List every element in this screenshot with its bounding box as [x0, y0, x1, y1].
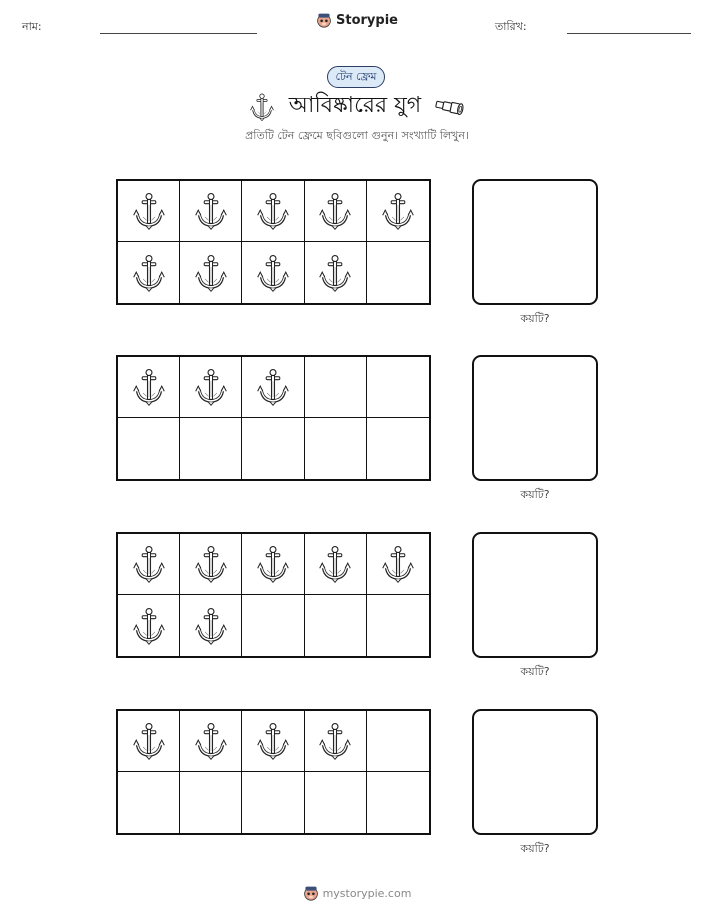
title-row — [0, 88, 714, 125]
ten-frame-cell — [118, 242, 180, 303]
anchor-icon — [194, 722, 228, 760]
ten-frame — [116, 179, 431, 305]
ten-frame-cell — [367, 181, 429, 242]
anchor-icon — [194, 192, 228, 230]
anchor-icon — [318, 722, 352, 760]
ten-frame-cell — [118, 711, 180, 772]
storypie-mascot-icon — [316, 12, 332, 28]
anchor-icon — [256, 254, 290, 292]
ten-frame-cell — [305, 357, 367, 418]
ten-frame-cell — [305, 595, 367, 656]
date-label: তারিখ: — [495, 20, 527, 33]
anchor-icon — [381, 545, 415, 583]
name-line[interactable] — [100, 33, 257, 34]
ten-frame-cell — [118, 357, 180, 418]
ten-frame-cell — [242, 711, 304, 772]
ten-frame-cell — [242, 595, 304, 656]
ten-frame-cell — [367, 357, 429, 418]
anchor-icon — [318, 192, 352, 230]
ten-frame-cell — [118, 595, 180, 656]
anchor-icon — [132, 254, 166, 292]
ten-frame-cell — [305, 242, 367, 303]
how-many-label: কয়টি? — [520, 488, 550, 501]
ten-frame-cell — [305, 181, 367, 242]
topic-badge: টেন ফ্রেম — [327, 66, 385, 88]
answer-box[interactable] — [472, 355, 598, 481]
ten-frame-cell — [305, 772, 367, 833]
anchor-icon — [318, 254, 352, 292]
ten-frame-cell — [180, 772, 242, 833]
how-many-label: কয়টি? — [520, 842, 550, 855]
ten-frame-cell — [180, 711, 242, 772]
ten-frame-cell — [242, 772, 304, 833]
anchor-icon — [194, 254, 228, 292]
ten-frame-cell — [242, 181, 304, 242]
ten-frame-cell — [367, 711, 429, 772]
ten-frame-cell — [367, 595, 429, 656]
anchor-icon — [132, 722, 166, 760]
ten-frame-cell — [242, 534, 304, 595]
ten-frame-cell — [118, 181, 180, 242]
ten-frame-cell — [242, 357, 304, 418]
ten-frame-cell — [180, 357, 242, 418]
anchor-icon — [132, 607, 166, 645]
ten-frame-cell — [180, 181, 242, 242]
ten-frame-cell — [180, 242, 242, 303]
anchor-icon — [381, 192, 415, 230]
footer — [0, 885, 714, 901]
ten-frame-cell — [242, 242, 304, 303]
ten-frame-cell — [118, 418, 180, 479]
how-many-label: কয়টি? — [520, 312, 550, 325]
anchor-icon — [132, 192, 166, 230]
how-many-label: কয়টি? — [520, 665, 550, 678]
anchor-icon — [256, 722, 290, 760]
ten-frame-cell — [367, 242, 429, 303]
name-label: নাম: — [22, 20, 42, 33]
ten-frame-cell — [305, 711, 367, 772]
footer-mascot-icon — [303, 885, 319, 901]
ten-frame — [116, 532, 431, 658]
spyglass-icon — [435, 97, 465, 117]
answer-box[interactable] — [472, 709, 598, 835]
anchor-icon — [318, 545, 352, 583]
ten-frame-cell — [242, 418, 304, 479]
page-title: আবিষ্কারের যুগ — [288, 93, 422, 118]
anchor-icon — [256, 368, 290, 406]
ten-frame-cell — [305, 534, 367, 595]
anchor-icon — [256, 545, 290, 583]
date-line[interactable] — [567, 33, 691, 34]
ten-frame — [116, 709, 431, 835]
anchor-icon — [194, 368, 228, 406]
ten-frame-cell — [118, 772, 180, 833]
anchor-icon — [256, 192, 290, 230]
brand — [0, 12, 714, 32]
anchor-icon — [194, 545, 228, 583]
footer-url: mystorypie.com — [322, 886, 412, 900]
anchor-icon — [132, 368, 166, 406]
ten-frame-cell — [367, 418, 429, 479]
anchor-icon — [194, 607, 228, 645]
ten-frame-cell — [118, 534, 180, 595]
ten-frame-cell — [305, 418, 367, 479]
ten-frame-cell — [367, 534, 429, 595]
ten-frame-cell — [180, 418, 242, 479]
brand-name: Storypie — [336, 12, 398, 28]
ten-frame-cell — [367, 772, 429, 833]
instructions: প্রতিটি টেন ফ্রেমে ছবিগুলো গুনুন। সংখ্যাটি লিখুন। — [245, 129, 469, 142]
anchor-icon — [132, 545, 166, 583]
ten-frame-cell — [180, 534, 242, 595]
answer-box[interactable] — [472, 532, 598, 658]
ten-frame — [116, 355, 431, 481]
ten-frame-cell — [180, 595, 242, 656]
answer-box[interactable] — [472, 179, 598, 305]
anchor-icon — [249, 93, 275, 121]
